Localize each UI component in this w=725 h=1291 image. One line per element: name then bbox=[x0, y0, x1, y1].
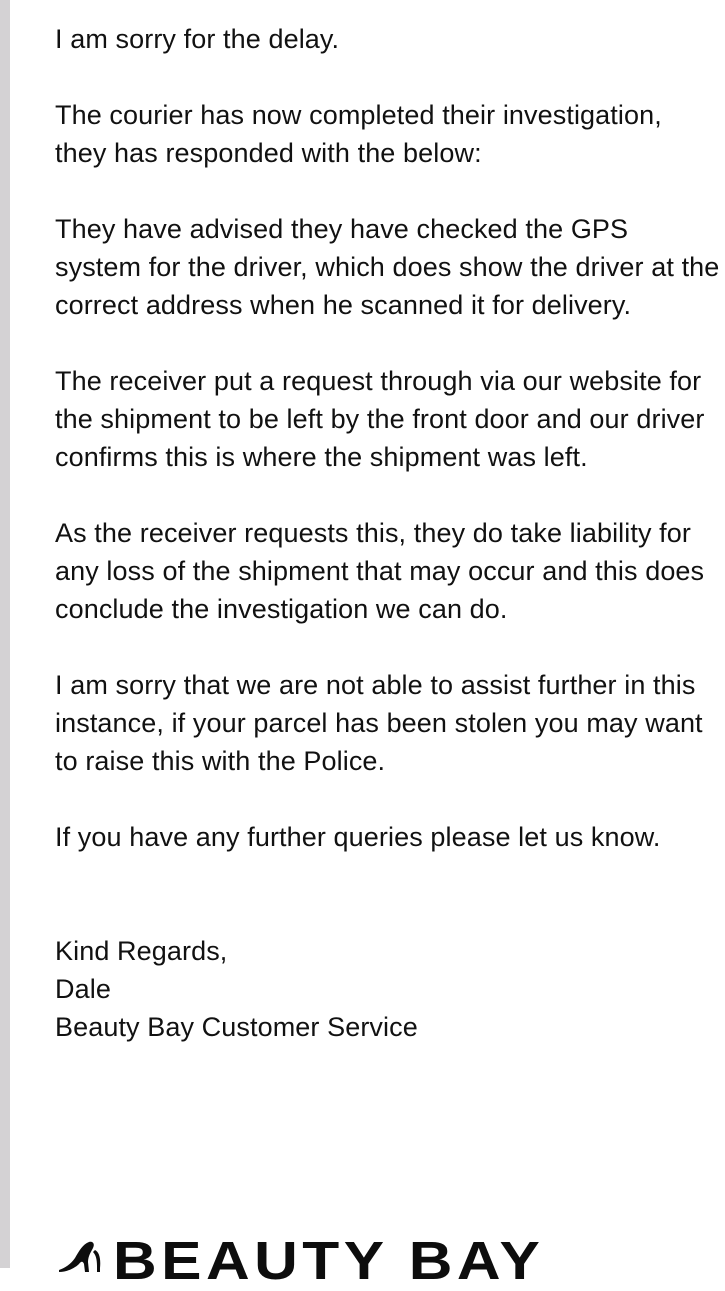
signature-name: Dale bbox=[55, 974, 111, 1004]
paragraph-investigation: The courier has now completed their investigation, they has responded with the below: bbox=[55, 100, 662, 168]
paragraph-request: The receiver put a request through via our website for the shipment to be left by the front door and our driver confirms this is where the shipment was left. bbox=[55, 366, 705, 472]
stiletto-heel-icon bbox=[55, 1234, 107, 1274]
paragraph-police: I am sorry that we are not able to assist further in this instance, if your parcel has been stolen you may want to raise this with the Police. bbox=[55, 670, 703, 776]
paragraph-queries: If you have any further queries please let us know. bbox=[55, 822, 661, 852]
paragraph-apology: I am sorry for the delay. bbox=[55, 24, 340, 54]
paragraph-gps: They have advised they have checked the GPS system for the driver, which does show the driver at the correct address when he scanned it for delivery. bbox=[55, 214, 720, 320]
signature-closing: Kind Regards, bbox=[55, 936, 228, 966]
email-body bbox=[55, 20, 720, 1046]
beauty-bay-logo bbox=[55, 1231, 545, 1291]
logo-text: BEAUTY BAY bbox=[113, 1231, 545, 1291]
quote-bar bbox=[0, 0, 10, 1268]
signature-team: Beauty Bay Customer Service bbox=[55, 1012, 418, 1042]
signature bbox=[55, 932, 720, 1046]
paragraph-liability: As the receiver requests this, they do take liability for any loss of the shipment that may occur and this does conclude the investigation we can do. bbox=[55, 518, 705, 624]
